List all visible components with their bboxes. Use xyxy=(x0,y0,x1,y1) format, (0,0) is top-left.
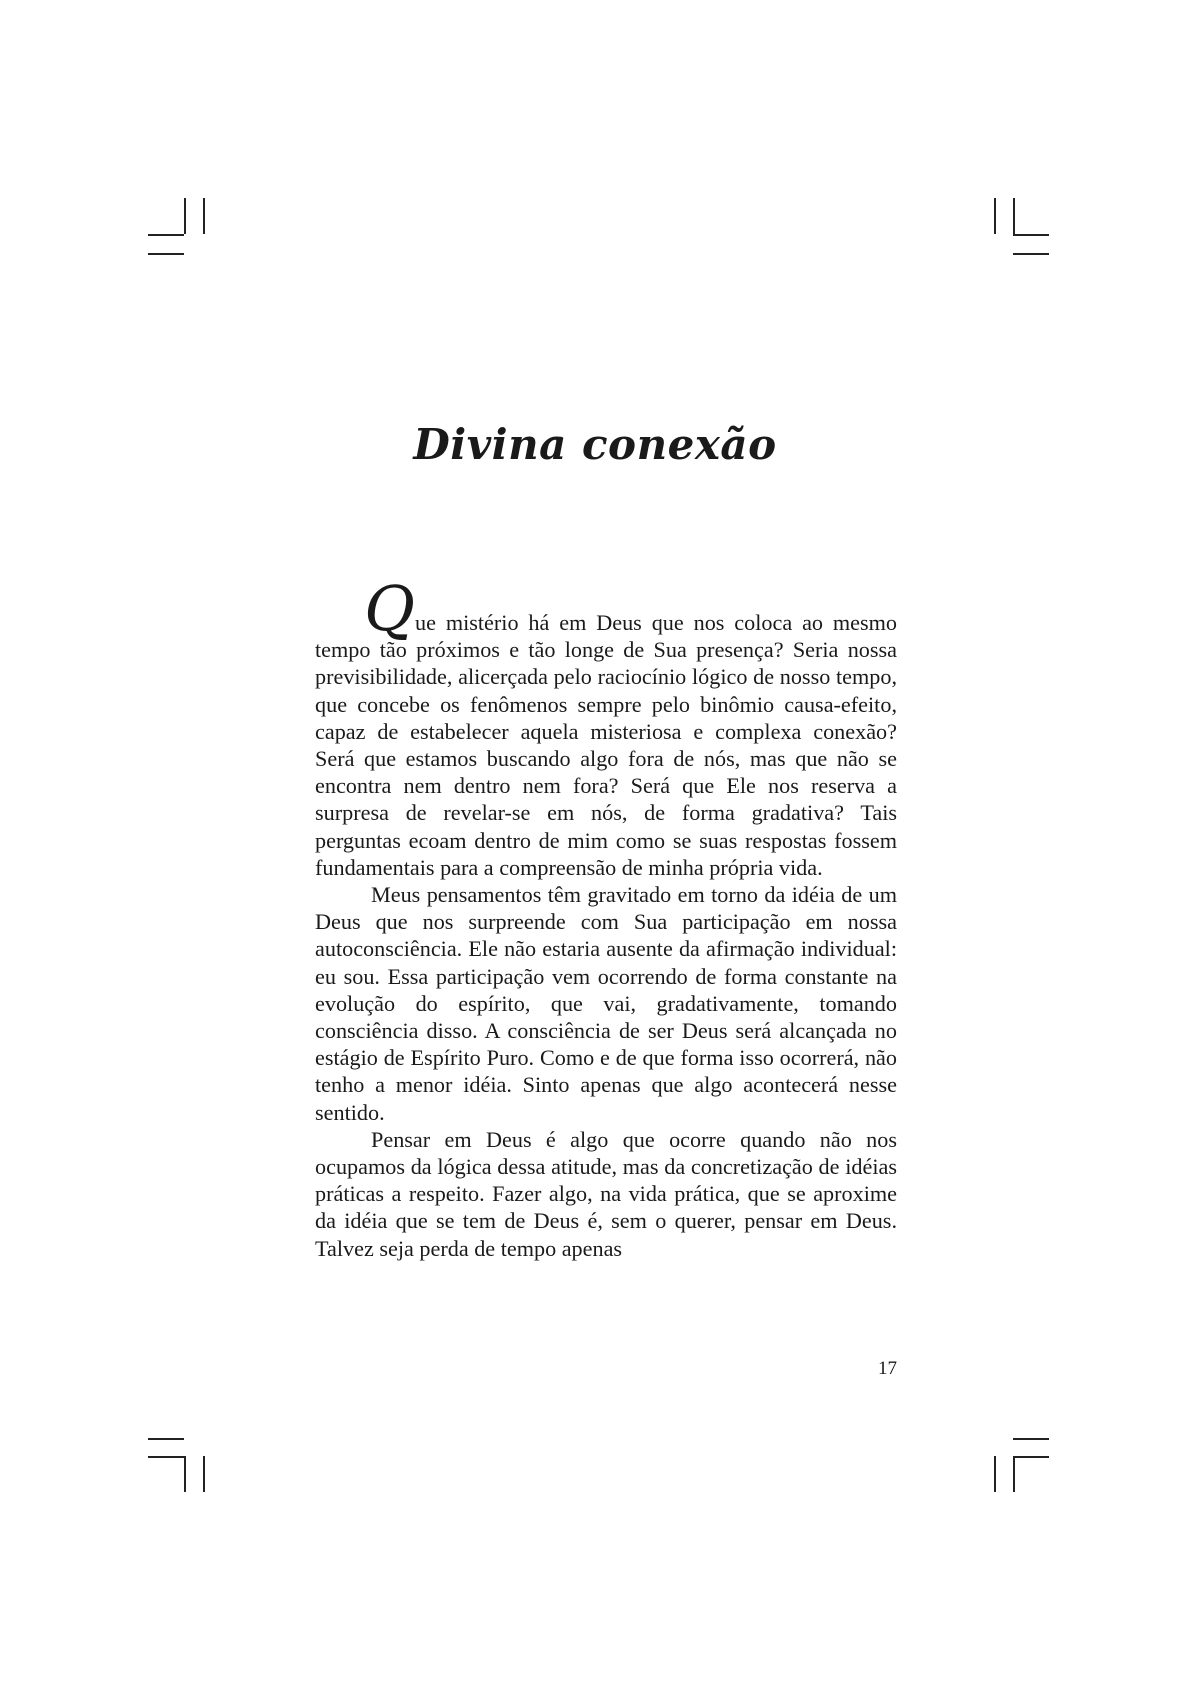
chapter-title: Divina conexão xyxy=(413,420,777,469)
crop-mark-top-left-h xyxy=(148,234,184,236)
crop-mark-bottom-left-v2 xyxy=(203,1456,205,1492)
page-number: 17 xyxy=(878,1358,897,1379)
crop-mark-bottom-right-h xyxy=(1013,1456,1049,1458)
crop-mark-bottom-right-v1 xyxy=(994,1456,996,1492)
paragraph-2: Meus pensamentos têm gravitado em torno da idéia de um Deus que nos surpreende com Sua participação em nossa autoconsciência. Ele não estaria ausente da afirmação individual: eu sou. Essa participação vem ocorrendo de forma constante na evolução do espírito, que vai, gradativamente, tomando consciência disso. A consciência de ser Deus será alcançada no estágio de Espírito Puro. Como e de que forma isso ocorrerá, não tenho a menor idéia. Sinto apenas que algo acontecerá nesse sentido. xyxy=(315,882,897,1125)
paragraph-1-text: ue mistério há em Deus que nos coloca ao mesmo tempo tão próximos e tão longe de Sua presença? Seria nossa previsibilidade, alicerçada pelo raciocínio lógico de nosso tempo, que concebe os fenômenos sempre pelo binômio causa-efeito, capaz de estabelecer aquela misteriosa e complexa conexão? Será que estamos buscando algo fora de nós, mas que não se encontra nem dentro nem fora? Será que Ele nos reserva a surpresa de revelar-se em nós, de forma gradativa? Tais perguntas ecoam dentro de mim como se suas respostas fossem fundamentais para a compreensão de minha própria vida. xyxy=(315,610,897,880)
crop-mark-bottom-right-h2 xyxy=(1013,1438,1049,1440)
crop-mark-top-left-h2 xyxy=(148,253,184,255)
crop-mark-bottom-right-v2 xyxy=(1013,1456,1015,1492)
crop-mark-bottom-left-h2 xyxy=(148,1438,184,1440)
crop-mark-top-right-v2 xyxy=(1013,198,1015,234)
crop-mark-top-left-v2 xyxy=(203,198,205,234)
crop-mark-top-left-v1 xyxy=(184,198,186,234)
crop-mark-bottom-left-h xyxy=(148,1456,184,1458)
crop-mark-top-right-v1 xyxy=(994,198,996,234)
drop-cap: Q xyxy=(364,572,415,645)
paragraph-1 xyxy=(315,572,897,881)
crop-mark-bottom-left-v1 xyxy=(184,1456,186,1492)
crop-mark-top-right-h xyxy=(1013,234,1049,236)
crop-mark-top-right-h2 xyxy=(1013,253,1049,255)
body-text xyxy=(315,572,897,1262)
paragraph-3: Pensar em Deus é algo que ocorre quando não nos ocupamos da lógica dessa atitude, mas da concretização de idéias práticas a respeito. Fazer algo, na vida prática, que se aproxime da idéia que se tem de Deus é, sem o querer, pensar em Deus. Talvez seja perda de tempo apenas xyxy=(315,1126,897,1261)
